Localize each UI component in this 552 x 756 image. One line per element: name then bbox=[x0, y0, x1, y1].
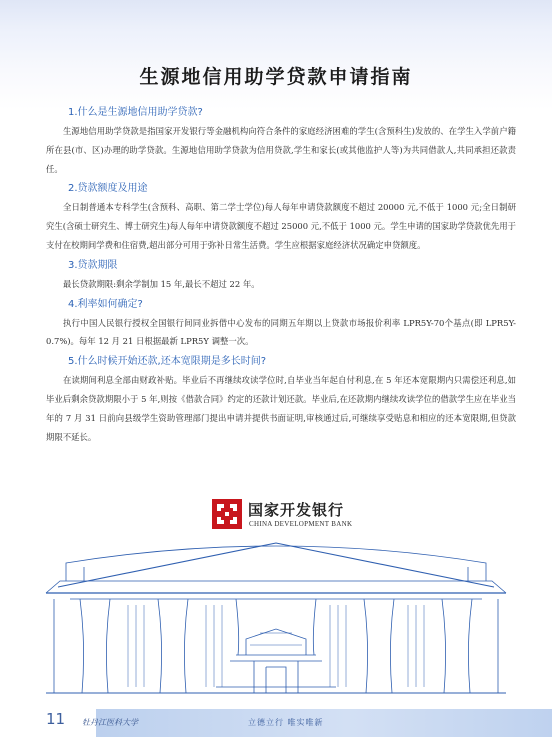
section-3 bbox=[46, 257, 516, 294]
section-4 bbox=[46, 296, 516, 352]
section-paragraph: 执行中国人民银行授权全国银行间同业拆借中心发布的同期五年期以上贷款市场报价利率 LPR5Y-70个基点(即 LPR5Y-0.7%)。每年 12 月 21 日根据最新 LPR5Y 调整一次。 bbox=[46, 317, 516, 347]
campus-building-illustration bbox=[40, 535, 512, 703]
section-5 bbox=[46, 353, 516, 446]
footer-band bbox=[96, 709, 552, 737]
bank-name-en: CHINA DEVELOPMENT BANK bbox=[249, 520, 353, 528]
cdb-emblem-icon bbox=[212, 499, 242, 529]
section-heading: 5.什么时候开始还款,还本宽限期是多长时间? bbox=[68, 356, 267, 368]
university-name: 牡丹江医科大学 bbox=[82, 718, 138, 727]
section-2 bbox=[46, 180, 516, 254]
section-heading: 3.贷款期限 bbox=[68, 259, 118, 271]
page-number: 11 bbox=[46, 710, 66, 728]
bank-logo bbox=[212, 499, 382, 533]
guide-content bbox=[46, 104, 516, 448]
section-heading: 4.利率如何确定? bbox=[68, 298, 143, 310]
page-footer bbox=[0, 703, 552, 756]
section-paragraph: 生源地信用助学贷款是指国家开发银行等金融机构向符合条件的家庭经济困难的学生(含预科生)发放的、在学生入学前户籍所在县(市、区)办理的助学贷款。生源地信用助学贷款为信用贷款,学生和家长(或其他监护人等)为共同借款人,共同承担还款责任。 bbox=[46, 126, 516, 174]
page-title: 生源地信用助学贷款申请指南 bbox=[139, 66, 413, 88]
section-1 bbox=[46, 104, 516, 178]
bank-name-cn: 国家开发银行 bbox=[248, 501, 345, 519]
section-heading: 2.贷款额度及用途 bbox=[68, 183, 148, 195]
section-paragraph: 全日制普通本专科学生(含预科、高职、第二学士学位)每人每年申请贷款额度不超过 20000 元,不低于 1000 元;全日制研究生(含硕士研究生、博士研究生)每人每年申请贷款额度不超过 25000 元,不低于 1000 元。学生申请的国家助学贷款优先用于支付在校期间学费和住宿费,超出部分可用于弥补日常生活费。学生应根据家庭经济状况确定申贷额度。 bbox=[46, 202, 516, 250]
section-paragraph: 在读期间利息全部由财政补贴。毕业后不再继续攻读学位时,自毕业当年起自付利息,在 5 年还本宽限期内只需偿还利息,如毕业后剩余贷款期限小于 5 年,则按《借款合同》约定的还款计划还款。毕业后,在还款期内继续攻读学位的借款学生应在毕业当年的 7 月 31 日前向县级学生资助管理部门提出申请并提供书面证明,审核通过后,可继续享受贴息和相应的还本宽限期,但贷款期限不延长。 bbox=[46, 375, 516, 442]
university-motto: 立德立行 唯实唯新 bbox=[248, 718, 324, 727]
section-heading: 1.什么是生源地信用助学贷款? bbox=[68, 107, 203, 118]
section-paragraph: 最长贷款期限:剩余学制加 15 年,最长不超过 22 年。 bbox=[63, 278, 260, 289]
